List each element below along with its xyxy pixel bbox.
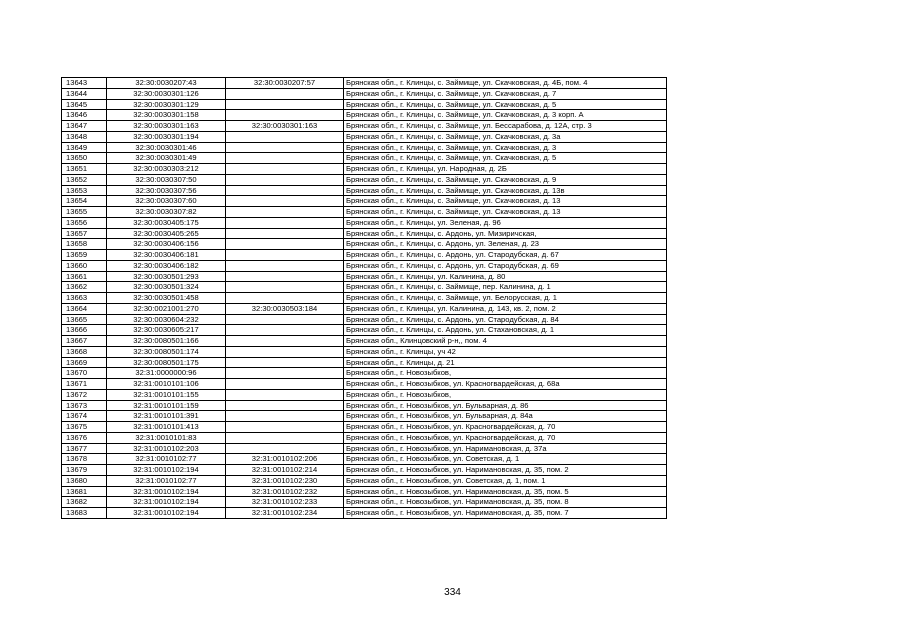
row-number-cell: 13655 [62,207,107,218]
cadastral-number-cell: 32:30:0030307:50 [107,174,226,185]
table-row [62,239,667,250]
table-row [62,325,667,336]
table-row [62,207,667,218]
address-cell: Брянская обл., г. Клинцы, с. Займище, ул. Бессарабова, д. 12А, стр. 3 [344,121,667,132]
table-row [62,260,667,271]
address-cell: Брянская обл., г. Новозыбков, ул. Наримановская, д. 35, пом. 5 [344,486,667,497]
table-row [62,314,667,325]
building-cadastral-number-cell: 32:31:0010102:232 [226,486,344,497]
cadastral-number-cell: 32:30:0030301:194 [107,131,226,142]
building-cadastral-number-cell [226,379,344,390]
building-cadastral-number-cell [226,88,344,99]
address-cell: Брянская обл., г. Клинцы, с. Займище, ул. Скачковская, д. 5 [344,153,667,164]
row-number-cell: 13676 [62,432,107,443]
registry-table-body [62,78,667,519]
cadastral-number-cell: 32:31:0010102:194 [107,497,226,508]
address-cell: Брянская обл., г. Клинцы, с. Ардонь, ул. Зеленая, д. 23 [344,239,667,250]
cadastral-number-cell: 32:30:0030406:182 [107,260,226,271]
table-row [62,465,667,476]
address-cell: Брянская обл., г. Клинцы, с. Займище, ул. Скачковская, д. 3а [344,131,667,142]
row-number-cell: 13679 [62,465,107,476]
row-number-cell: 13665 [62,314,107,325]
row-number-cell: 13669 [62,357,107,368]
cadastral-number-cell: 32:30:0030301:163 [107,121,226,132]
row-number-cell: 13653 [62,185,107,196]
address-cell: Брянская обл., г. Клинцы, с. Займище, ул. Скачковская, д. 9 [344,174,667,185]
cadastral-number-cell: 32:30:0030501:458 [107,293,226,304]
table-row [62,497,667,508]
row-number-cell: 13650 [62,153,107,164]
building-cadastral-number-cell [226,260,344,271]
cadastral-number-cell: 32:31:0010101:83 [107,432,226,443]
cadastral-number-cell: 32:31:0010101:413 [107,422,226,433]
address-cell: Брянская обл., г. Клинцы, с. Займище, ул. Белорусская, д. 1 [344,293,667,304]
table-row [62,121,667,132]
cadastral-number-cell: 32:30:0030405:265 [107,228,226,239]
cadastral-number-cell: 32:30:0030301:126 [107,88,226,99]
address-cell: Брянская обл., г. Новозыбков, ул. Бульварная, д. 86 [344,400,667,411]
row-number-cell: 13675 [62,422,107,433]
cadastral-number-cell: 32:30:0080501:175 [107,357,226,368]
cadastral-number-cell: 32:31:0010102:194 [107,508,226,519]
cadastral-number-cell: 32:31:0000000:96 [107,368,226,379]
table-row [62,389,667,400]
address-cell: Брянская обл., г. Новозыбков, ул. Красногвардейская, д. 70 [344,422,667,433]
building-cadastral-number-cell [226,400,344,411]
building-cadastral-number-cell [226,271,344,282]
row-number-cell: 13681 [62,486,107,497]
building-cadastral-number-cell: 32:31:0010102:233 [226,497,344,508]
address-cell: Брянская обл., г. Новозыбков, ул. Наримановская, д. 37а [344,443,667,454]
table-row [62,293,667,304]
building-cadastral-number-cell [226,432,344,443]
row-number-cell: 13672 [62,389,107,400]
table-row [62,432,667,443]
address-cell: Брянская обл., г. Клинцы, ул. Народная, д. 2Б [344,164,667,175]
address-cell: Брянская обл., г. Новозыбков, ул. Наримановская, д. 35, пом. 2 [344,465,667,476]
row-number-cell: 13649 [62,142,107,153]
address-cell: Брянская обл., г. Клинцы, с. Ардонь, ул. Мизиричская, [344,228,667,239]
cadastral-number-cell: 32:30:0030604:232 [107,314,226,325]
building-cadastral-number-cell [226,443,344,454]
building-cadastral-number-cell [226,282,344,293]
building-cadastral-number-cell [226,142,344,153]
cadastral-number-cell: 32:30:0030307:82 [107,207,226,218]
row-number-cell: 13660 [62,260,107,271]
row-number-cell: 13657 [62,228,107,239]
address-cell: Брянская обл., г. Новозыбков, ул. Красногвардейская, д. 68а [344,379,667,390]
table-row [62,88,667,99]
building-cadastral-number-cell: 32:30:0030503:184 [226,303,344,314]
building-cadastral-number-cell [226,389,344,400]
cadastral-number-cell: 32:31:0010102:194 [107,465,226,476]
table-row [62,250,667,261]
table-row [62,282,667,293]
address-cell: Брянская обл., г. Клинцы, с. Ардонь, ул. Стародубская, д. 67 [344,250,667,261]
row-number-cell: 13683 [62,508,107,519]
page-number: 334 [444,587,461,598]
building-cadastral-number-cell: 32:31:0010102:214 [226,465,344,476]
building-cadastral-number-cell [226,228,344,239]
table-row [62,142,667,153]
building-cadastral-number-cell [226,99,344,110]
building-cadastral-number-cell: 32:31:0010102:234 [226,508,344,519]
table-row [62,508,667,519]
row-number-cell: 13673 [62,400,107,411]
row-number-cell: 13643 [62,78,107,89]
cadastral-number-cell: 32:30:0030307:56 [107,185,226,196]
cadastral-number-cell: 32:31:0010102:77 [107,454,226,465]
table-row [62,110,667,121]
cadastral-number-cell: 32:30:0030406:156 [107,239,226,250]
address-cell: Брянская обл., г. Новозыбков, ул. Советская, д. 1 [344,454,667,465]
building-cadastral-number-cell [226,196,344,207]
cadastral-number-cell: 32:31:0010102:194 [107,486,226,497]
building-cadastral-number-cell: 32:31:0010102:230 [226,475,344,486]
address-cell: Брянская обл., г. Клинцы, уч 42 [344,346,667,357]
building-cadastral-number-cell [226,164,344,175]
building-cadastral-number-cell [226,110,344,121]
cadastral-number-cell: 32:31:0010101:155 [107,389,226,400]
building-cadastral-number-cell [226,314,344,325]
row-number-cell: 13661 [62,271,107,282]
table-row [62,228,667,239]
row-number-cell: 13678 [62,454,107,465]
cadastral-number-cell: 32:30:0030301:129 [107,99,226,110]
row-number-cell: 13648 [62,131,107,142]
table-row [62,422,667,433]
address-cell: Брянская обл., г. Новозыбков, ул. Бульварная, д. 84а [344,411,667,422]
address-cell: Брянская обл., г. Клинцы, с. Займище, ул. Скачковская, д. 3 корп. А [344,110,667,121]
cadastral-number-cell: 32:31:0010101:391 [107,411,226,422]
address-cell: Брянская обл., г. Клинцы, с. Займище, ул. Скачковская, д. 4Б, пом. 4 [344,78,667,89]
table-row [62,336,667,347]
address-cell: Брянская обл., г. Новозыбков, [344,389,667,400]
address-cell: Брянская обл., г. Новозыбков, [344,368,667,379]
row-number-cell: 13652 [62,174,107,185]
address-cell: Брянская обл., г. Клинцы, с. Ардонь, ул. Стахановская, д. 1 [344,325,667,336]
row-number-cell: 13664 [62,303,107,314]
address-cell: Брянская обл., г. Новозыбков, ул. Наримановская, д. 35, пом. 7 [344,508,667,519]
cadastral-number-cell: 32:30:0030307:60 [107,196,226,207]
building-cadastral-number-cell [226,131,344,142]
cadastral-number-cell: 32:30:0030301:46 [107,142,226,153]
address-cell: Брянская обл., г. Клинцы, ул. Зеленая, д. 96 [344,217,667,228]
table-row [62,486,667,497]
table-row [62,164,667,175]
cadastral-number-cell: 32:30:0030406:181 [107,250,226,261]
address-cell: Брянская обл., г. Клинцы, с. Займище, ул. Скачковская, д. 7 [344,88,667,99]
cadastral-number-cell: 32:30:0080501:166 [107,336,226,347]
table-row [62,400,667,411]
building-cadastral-number-cell: 32:31:0010102:206 [226,454,344,465]
cadastral-number-cell: 32:31:0010102:203 [107,443,226,454]
table-row [62,379,667,390]
row-number-cell: 13680 [62,475,107,486]
row-number-cell: 13666 [62,325,107,336]
row-number-cell: 13682 [62,497,107,508]
building-cadastral-number-cell [226,293,344,304]
cadastral-number-cell: 32:31:0010102:77 [107,475,226,486]
row-number-cell: 13668 [62,346,107,357]
cadastral-number-cell: 32:31:0010101:159 [107,400,226,411]
cadastral-number-cell: 32:30:0021001:270 [107,303,226,314]
cadastral-number-cell: 32:30:0030501:293 [107,271,226,282]
row-number-cell: 13677 [62,443,107,454]
table-row [62,475,667,486]
table-row [62,443,667,454]
building-cadastral-number-cell [226,217,344,228]
table-row [62,217,667,228]
row-number-cell: 13647 [62,121,107,132]
address-cell: Брянская обл., г. Клинцы, ул. Калинина, д. 80 [344,271,667,282]
cadastral-number-cell: 32:30:0030303:212 [107,164,226,175]
table-row [62,78,667,89]
table-row [62,131,667,142]
address-cell: Брянская обл., г. Новозыбков, ул. Красногвардейская, д. 70 [344,432,667,443]
address-cell: Брянская обл., г. Клинцы, ул. Калинина, д. 143, кв. 2, пом. 2 [344,303,667,314]
address-cell: Брянская обл., г. Клинцы, с. Ардонь, ул. Стародубская, д. 69 [344,260,667,271]
table-row [62,174,667,185]
cadastral-number-cell: 32:30:0030207:43 [107,78,226,89]
address-cell: Брянская обл., г. Клинцы, с. Займище, ул. Скачковская, д. 3 [344,142,667,153]
address-cell: Брянская обл., г. Клинцы, с. Займище, ул. Скачковская, д. 13 [344,196,667,207]
address-cell: Брянская обл., г. Клинцы, д. 21 [344,357,667,368]
cadastral-number-cell: 32:30:0080501:174 [107,346,226,357]
address-cell: Брянская обл., Клинцовский р-н,, пом. 4 [344,336,667,347]
row-number-cell: 13670 [62,368,107,379]
cadastral-number-cell: 32:30:0030501:324 [107,282,226,293]
building-cadastral-number-cell: 32:30:0030301:163 [226,121,344,132]
address-cell: Брянская обл., г. Клинцы, с. Займище, пер. Калинина, д. 1 [344,282,667,293]
building-cadastral-number-cell [226,346,344,357]
row-number-cell: 13662 [62,282,107,293]
address-cell: Брянская обл., г. Новозыбков, ул. Советская, д. 1, пом. 1 [344,475,667,486]
building-cadastral-number-cell [226,336,344,347]
table-row [62,196,667,207]
building-cadastral-number-cell: 32:30:0030207:57 [226,78,344,89]
cadastral-number-cell: 32:30:0030301:49 [107,153,226,164]
cadastral-number-cell: 32:30:0030301:158 [107,110,226,121]
table-row [62,357,667,368]
row-number-cell: 13674 [62,411,107,422]
table-row [62,346,667,357]
table-row [62,271,667,282]
building-cadastral-number-cell [226,250,344,261]
row-number-cell: 13663 [62,293,107,304]
row-number-cell: 13659 [62,250,107,261]
building-cadastral-number-cell [226,368,344,379]
building-cadastral-number-cell [226,422,344,433]
cadastral-number-cell: 32:31:0010101:106 [107,379,226,390]
table-row [62,411,667,422]
row-number-cell: 13658 [62,239,107,250]
building-cadastral-number-cell [226,153,344,164]
building-cadastral-number-cell [226,239,344,250]
registry-table [61,77,667,519]
row-number-cell: 13654 [62,196,107,207]
table-row [62,303,667,314]
row-number-cell: 13667 [62,336,107,347]
table-row [62,99,667,110]
building-cadastral-number-cell [226,185,344,196]
table-row [62,368,667,379]
building-cadastral-number-cell [226,411,344,422]
row-number-cell: 13644 [62,88,107,99]
building-cadastral-number-cell [226,207,344,218]
table-row [62,153,667,164]
address-cell: Брянская обл., г. Клинцы, с. Займище, ул. Скачковская, д. 5 [344,99,667,110]
address-cell: Брянская обл., г. Клинцы, с. Ардонь, ул. Стародубская, д. 84 [344,314,667,325]
building-cadastral-number-cell [226,174,344,185]
row-number-cell: 13671 [62,379,107,390]
building-cadastral-number-cell [226,357,344,368]
row-number-cell: 13656 [62,217,107,228]
row-number-cell: 13646 [62,110,107,121]
cadastral-number-cell: 32:30:0030605:217 [107,325,226,336]
table-row [62,454,667,465]
row-number-cell: 13651 [62,164,107,175]
address-cell: Брянская обл., г. Клинцы, с. Займище, ул. Скачковская, д. 13 [344,207,667,218]
building-cadastral-number-cell [226,325,344,336]
address-cell: Брянская обл., г. Новозыбков, ул. Наримановская, д. 35, пом. 8 [344,497,667,508]
table-row [62,185,667,196]
cadastral-number-cell: 32:30:0030405:175 [107,217,226,228]
row-number-cell: 13645 [62,99,107,110]
address-cell: Брянская обл., г. Клинцы, с. Займище, ул. Скачковская, д. 13в [344,185,667,196]
